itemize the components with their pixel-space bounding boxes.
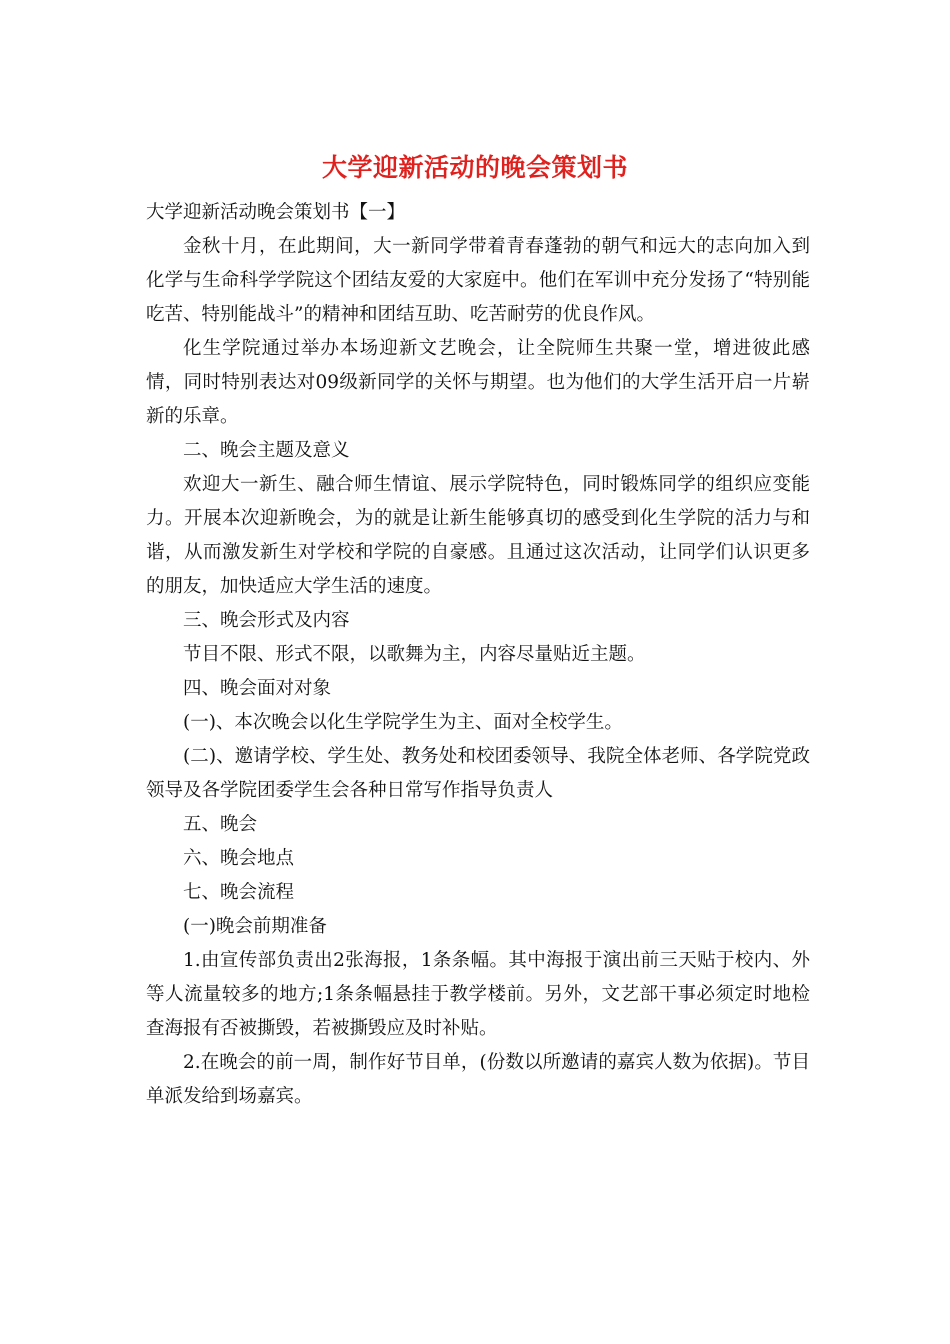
- section-heading: 七、晚会流程: [183, 882, 295, 903]
- document-body: [146, 196, 810, 1114]
- section-heading: 五、晚会: [183, 814, 258, 835]
- paragraph: (二)、邀请学校、学生处、教务处和校团委领导、我院全体老师、各学院党政领导及各学院团委学生会各种日常写作指导负责人: [146, 746, 810, 801]
- paragraph: 金秋十月，在此期间，大一新同学带着青春蓬勃的朝气和远大的志向加入到化学与生命科学学院这个团结友爱的大家庭中。他们在军训中充分发扬了“特别能吃苦、特别能战斗”的精神和团结互助、吃苦耐劳的优良作风。: [146, 236, 810, 325]
- section-heading: 二、晚会主题及意义: [183, 440, 350, 461]
- paragraph: 1.由宣传部负责出2张海报，1条条幅。其中海报于演出前三天贴于校内、外等人流量较多的地方;1条条幅悬挂于教学楼前。另外，文艺部干事必须定时地检查海报有否被撕毁，若被撕毁应及时补贴。: [146, 950, 810, 1039]
- paragraph: 2.在晚会的前一周，制作好节目单，(份数以所邀请的嘉宾人数为依据)。节目单派发给到场嘉宾。: [146, 1052, 810, 1107]
- section-heading: 四、晚会面对对象: [183, 678, 332, 699]
- paragraph: (一)、本次晚会以化生学院学生为主、面对全校学生。: [183, 712, 623, 733]
- section-heading: 大学迎新活动晚会策划书【一】: [146, 202, 406, 223]
- section-heading: 六、晚会地点: [183, 848, 295, 869]
- subsection-heading: (一)晚会前期准备: [183, 916, 327, 937]
- section-heading: 三、晚会形式及内容: [183, 610, 350, 631]
- paragraph: 化生学院通过举办本场迎新文艺晚会，让全院师生共聚一堂，增进彼此感情，同时特别表达对09级新同学的关怀与期望。也为他们的大学生活开启一片崭新的乐章。: [146, 338, 810, 427]
- paragraph: 欢迎大一新生、融合师生情谊、展示学院特色，同时锻炼同学的组织应变能力。开展本次迎新晚会，为的就是让新生能够真切的感受到化生学院的活力与和谐，从而激发新生对学校和学院的自豪感。且通过这次活动，让同学们认识更多的朋友，加快适应大学生活的速度。: [146, 474, 810, 597]
- document-title: 大学迎新活动的晚会策划书: [321, 153, 628, 182]
- paragraph: 节目不限、形式不限，以歌舞为主，内容尽量贴近主题。: [183, 644, 646, 665]
